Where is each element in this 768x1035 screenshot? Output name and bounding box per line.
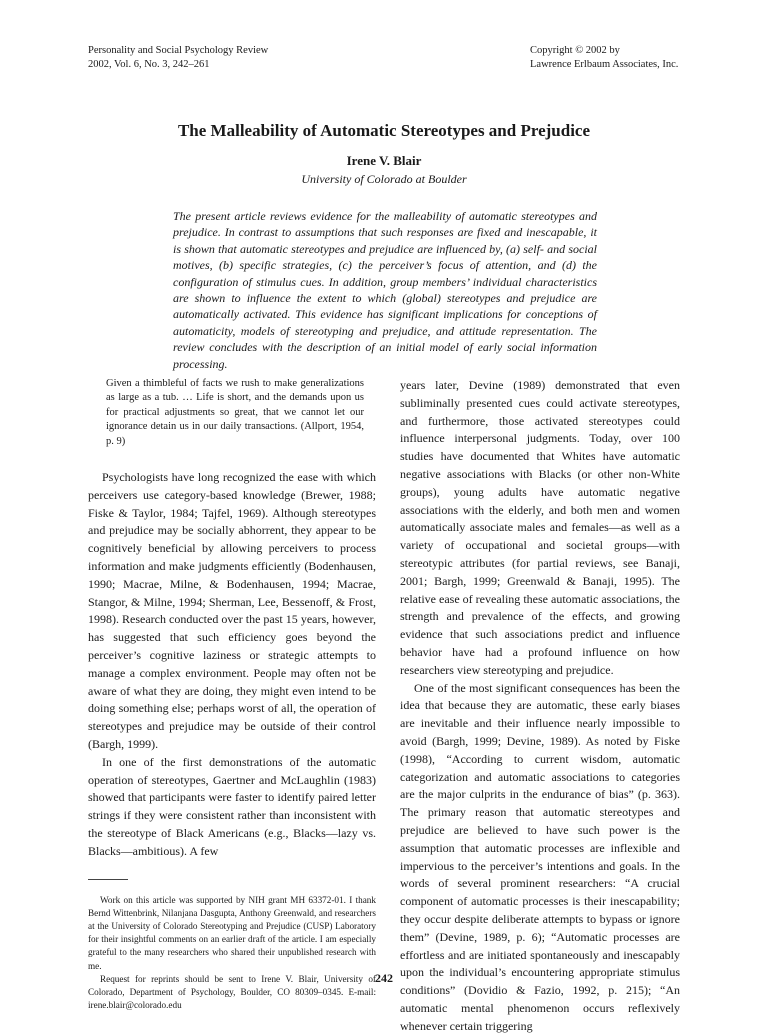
abstract: The present article reviews evidence for the malleability of automatic stereotypes and prejudice. In contrast to assumptions that such responses are fixed and inescapable, it is shown that automatic stereotypes and prejudice are influenced by, (a) self- and social motives, (b) specific strategies, (c) the perceiver’s focus of attention, and (d) the configuration of stimulus cues. In addition, group members’ individual characteristics are shown to influence the extent to which (global) stereotypes and prejudice are automatically activated. This evidence has significant implications for conceptions of automaticity, models of stereotyping and prejudice, and attitude representation. The review concludes with the description of an initial model of early social information processing. (173, 209, 597, 371)
journal-header (88, 44, 268, 72)
footnote-reprints: Request for reprints should be sent to Irene V. Blair, University of Colorado, Department of Psychology, Boulder, CO 80309–0345. E-mail: irene.blair@colorado.edu (88, 973, 376, 1011)
epigraph: Given a thimbleful of facts we rush to make generalizations as large as a tub. … Life is short, and the demands upon us for practical adjustments so great, that we cannot let our ignorance detain us in our daily transactions. (Allport, 1954, p. 9) (106, 378, 364, 447)
left-column (88, 377, 376, 1012)
right-column (400, 377, 680, 1035)
publisher-line: Lawrence Erlbaum Associates, Inc. (530, 59, 679, 70)
article-author: Irene V. Blair (346, 153, 422, 168)
footnote-rule (88, 879, 128, 880)
article-title: The Malleability of Automatic Stereotypes and Prejudice (177, 121, 591, 140)
body-paragraph: One of the most significant consequences has been the idea that because they are automatic, these early biases are inevitable and their influence nearly impossible to avoid (Bargh, 1999; Devine, 1989). As noted by Fiske (1998), “According to current wisdom, automatic categorization and automatic associations to categories are the major culprits in the endurance of bias” (p. 363). The primary reason that automatic stereotypes and prejudice are believed to have such power is the assumption that automatic processes are inflexible and impervious to the perceiver’s intentions and goals. In the words of several prominent researchers: “A crucial component of automatic processes is their inescapability; they occur despite deliberate attempts to bypass or ignore them” (Devine, 1989, p. 6); “Automatic processes are effortless and are initiated spontaneously and inescapably upon the individual’s encountering appropriate stimulus conditions” (Dovidio & Fazio, 1992, p. 215); “An automatic mental phenomenon occurs reflexively whenever certain triggering (400, 680, 680, 1033)
footnote-acknowledgment: Work on this article was supported by NIH grant MH 63372-01. I thank Bernd Wittenbrink, Nilanjana Dasgupta, Anthony Greenwald, and researchers at the University of Colorado Stereotyping and Prejudice (CUSP) Laboratory for their insightful comments on an earlier draft of the article. I am especially grateful to the many researchers who shared their unpublished research with me. (88, 894, 376, 971)
body-paragraph: In one of the first demonstrations of the automatic operation of stereotypes, Gaertner and McLaughlin (1983) showed that participants were faster to identify paired letter strings if they were consistent rather than inconsistent with the stereotype of Black Americans (e.g., Blacks—lazy vs. Blacks—ambitious). A few (88, 754, 376, 858)
author-affiliation: University of Colorado at Boulder (301, 172, 467, 186)
page-number: 242 (375, 971, 393, 985)
copyright-line: Copyright © 2002 by (530, 45, 620, 56)
journal-volume: 2002, Vol. 6, No. 3, 242–261 (88, 59, 210, 70)
body-paragraph: years later, Devine (1989) demonstrated that even subliminally presented cues could activate stereotypes, and furthermore, those activated stereotypes could influence interpersonal judgments. Today, over 100 studies have documented that Whites have automatic negative associations with Blacks (or other non-White groups), young adults have automatic negative associations with the elderly, and both men and women automatically associate males and females—as well as a variety of occupational and societal groups—with stereotypic attributes (for partial reviews, see Banaji, 2001; Bargh, 1999; Greenwald & Banaji, 1995). The relative ease of revealing these automatic associations, the strength and prevalence of the effects, and growing evidence that such associations predict and influence behavior have had a profound influence on how researchers view stereotyping and prejudice. (400, 378, 680, 677)
journal-name: Personality and Social Psychology Review (88, 45, 269, 56)
body-paragraph: Psychologists have long recognized the ease with which perceivers use category-based knowledge (Brewer, 1988; Fiske & Taylor, 1984; Tajfel, 1969). Although stereotypes and prejudice may be socially abhorrent, they appear to be cognitively beneficial by allowing perceivers to process information and make judgments efficiently (Bodenhausen, 1990; Macrae, Milne, & Bodenhausen, 1994; Macrae, Stangor, & Milne, 1994; Sherman, Lee, Bessenoff, & Frost, 1998). Research conducted over the past 15 years, however, has suggested that such efficiency goes beyond the perceiver’s cognitive laziness or strategic attempts to manage a complex environment. People may often not be aware of what they are doing, they might even intend to be doing something else; perhaps worst of all, the operation of stereotypes and prejudice may be outside of their control (Bargh, 1999). (88, 470, 376, 751)
copyright-header (530, 44, 680, 72)
